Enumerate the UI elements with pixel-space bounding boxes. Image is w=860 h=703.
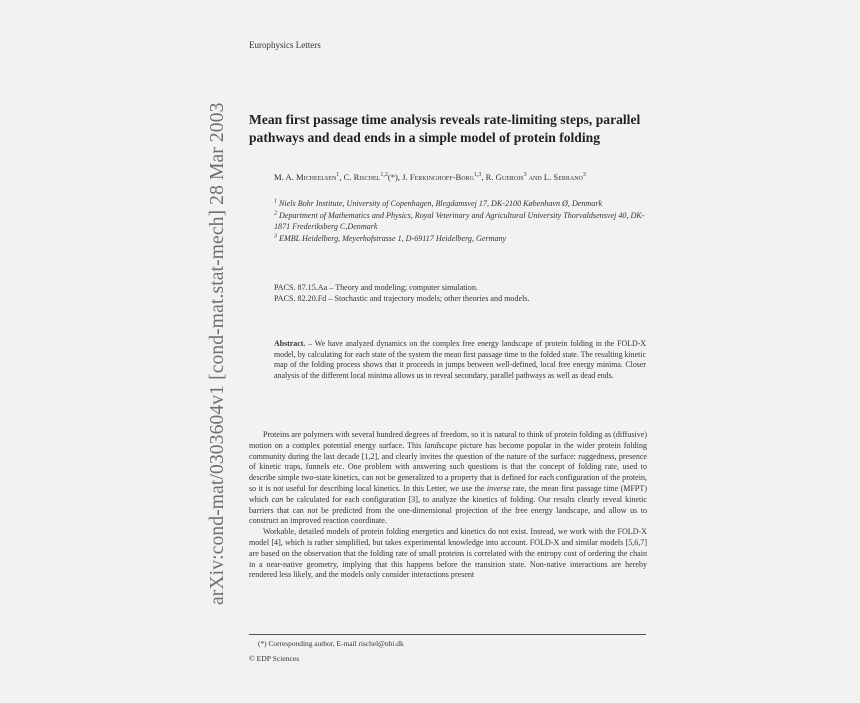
affiliation: $^3$ EMBL Heidelberg, Meyerhofstrasse 1, D-69117 Heidelberg, Germany [274, 233, 507, 243]
body-paragraph [249, 527, 647, 581]
body-text [249, 430, 647, 581]
paragraph-text: Proteins are polymers with several hundred degrees of freedom, so it is natural to think of protein folding as (diffusive) motion on a complex potential energy surface. This [249, 430, 647, 450]
footnote: (*) Corresponding author, E-mail rischel@nbi.dk [258, 639, 404, 648]
author-affil-mark: 1,3 [473, 172, 482, 179]
paragraph-text: Workable, detailed models of protein folding energetics and kinetics do not exist. Instead, we work with the FOLD-X model [4], which is rather simplified, but takes experimental knowledge into account. FOLD-X and similar models [5,6,7] are based on the observation that the folding rate of small proteins is correlated with the entropy cost of ordering the chain in a near-native geometry, implying that this happens before the transition state. Non-native interactions are hereby rendered less likely, and the models only consider interactions present [249, 527, 647, 580]
body-paragraph [249, 430, 647, 527]
emphasized-text: landscape [424, 440, 457, 450]
abstract-label: Abstract. [274, 339, 306, 348]
footnote-rule [249, 634, 646, 635]
affiliation-list [274, 198, 654, 245]
author-affil-mark: 1 [336, 172, 340, 179]
paragraph-text: rate, the mean first passage time (MFPT) which [249, 483, 648, 504]
author-list: M. A. Micheelsen$^1$, C. Rischel$^{1,2}$(*), J. Ferkinghoff-Borg$^{1,3}$, R. Guerois$^3$ and L. Serrano$^3$ [274, 172, 586, 182]
pacs-line: PACS. 87.15.Aa – Theory and modeling; computer simulation. [274, 283, 478, 292]
paragraph-text: picture has become popular in the wider protein folding community during the last decade [1,2], and clearly invites the question of the nature of the surface: ruggedness, presence of kinetic traps, funnels etc. One problem with answering such questions is that the concept of folding rate, used to describe simple two-state kinetics, can not be generalized to a property that is defined for each configuration of the protein, so it is not useful for describing local kinetics. In this Letter, we use the [249, 440, 647, 493]
abstract: Abstract. – We have analyzed dynamics on the complex free energy landscape of protein folding in the FOLD-X model, by calculating for each state of the system the mean first passage time to the folded state. The resulting kinetic map of the folding process shows that it proceeds in jumps between well-defined, local free energy minima. Closer analysis of the different local minima allows us to reveal secondary, parallel pathways as well as dead ends. [274, 339, 647, 380]
journal-name: Europhysics Letters [249, 40, 321, 50]
paragraph-text: be calculated for each configuration [3], to analyze the kinetics of folding. Our results clearly reveal kinetic barriers that can not be predicted from the one-dimensional projection of the free energy landscape, and allow us to construct an improved reaction coordinate. [249, 494, 647, 526]
pacs-codes [274, 282, 654, 304]
author-name: C. Rischel [343, 172, 381, 182]
author-affil-mark: 3 [523, 172, 527, 179]
arxiv-identifier: arXiv:cond-mat/0303604v1 [cond-mat.stat-mech] 28 Mar 2003 [207, 102, 228, 605]
pacs-line: PACS. 82.20.Fd – Stochastic and trajectory models; other theories and models. [274, 294, 530, 303]
abstract-text: We have analyzed dynamics on the complex free energy landscape of protein folding in the FOLD-X model, by calculating for each state of the system the mean first passage time to the folded state. The resulting kinetic map of the folding process shows that it proceeds in jumps between well-defined, local free energy minima. Closer analysis of the different local minima allows us to reveal secondary, parallel pathways as well as dead ends. [274, 339, 647, 380]
author-affil-mark: 1,2 [380, 172, 388, 179]
author-name: R. Guerois [485, 172, 524, 182]
author-name: L. Serrano [543, 172, 583, 182]
emphasized-text: can [271, 494, 284, 504]
affiliation: $^2$ Department of Mathematics and Physics, Royal Veterinary and Agricultural University Thorvaldsensvej 40, DK-1871 Frederiksberg C,Denmark [274, 210, 645, 231]
affiliation: $^1$ Niels Bohr Institute, University of Copenhagen, Blegdamsvej 17, DK-2100 København Ø, Denmark [274, 198, 603, 208]
emphasized-text: inverse [486, 483, 511, 493]
paper-title: Mean first passage time analysis reveals rate-limiting steps, parallel pathways and dead ends in a simple model of protein folding [249, 112, 641, 145]
author-affil-mark: 3 [582, 172, 586, 179]
corresponding-mark: (*) [387, 172, 398, 182]
author-name: M. A. Micheelsen [274, 172, 337, 182]
author-name: J. Ferkinghoff-Borg [402, 172, 474, 182]
copyright: © EDP Sciences [249, 654, 300, 663]
